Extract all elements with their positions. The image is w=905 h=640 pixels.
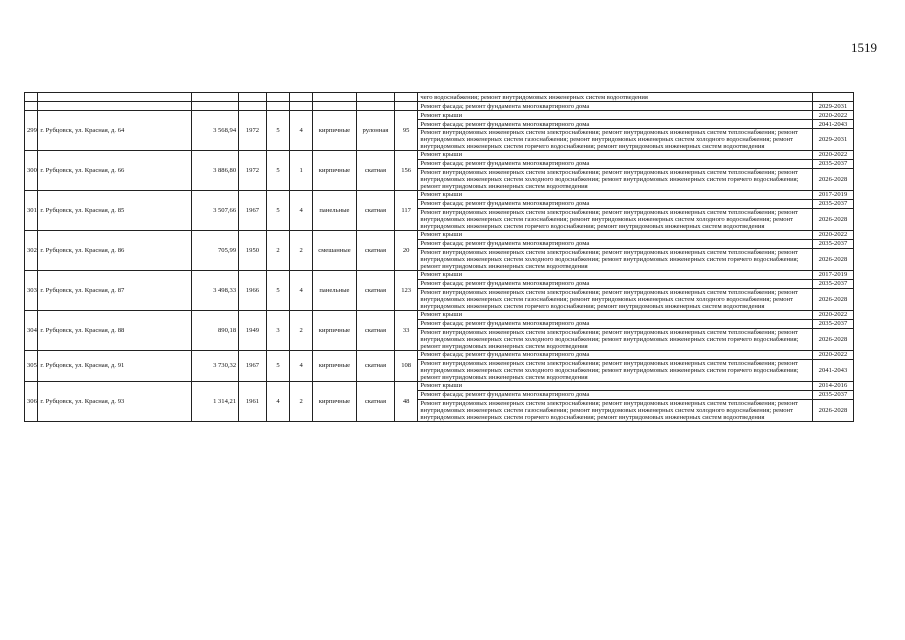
work-period: [812, 93, 853, 102]
wall-material: смешанные: [312, 230, 356, 270]
table-row: [25, 102, 854, 111]
entrance-count: 4: [290, 270, 313, 310]
work-description: Ремонт фасада; ремонт фундамента многоквартирного дома: [418, 279, 813, 288]
row-number: 300: [25, 150, 38, 190]
row-number: 302: [25, 230, 38, 270]
repair-schedule-table: [24, 92, 854, 422]
work-period: 2041-2043: [812, 120, 853, 129]
roof-type: скатная: [356, 381, 394, 421]
house-area: 3 498,33: [192, 270, 239, 310]
table-body: [25, 93, 854, 422]
work-description: Ремонт внутридомовых инженерных систем электроснабжения; ремонт внутридомовых инженерных систем теплоснабжения; ремонт внутридомовых инженерных систем холодного водоснабжения; ремонт внутридомовых инженерных систем горячего водоснабжения; ремонт внутридомовых инженерных систем водоотведения: [418, 168, 813, 190]
house-address: г. Рубцовск, ул. Красная, д. 64: [38, 111, 192, 151]
floor-count: 5: [266, 270, 290, 310]
work-period: 2026-2028: [812, 168, 853, 190]
work-description: Ремонт крыши: [418, 111, 813, 120]
work-description: Ремонт крыши: [418, 381, 813, 390]
empty-cell: [266, 93, 290, 102]
work-period: 2035-2037: [812, 159, 853, 168]
wall-material: кирпичные: [312, 150, 356, 190]
house-area: 3 886,80: [192, 150, 239, 190]
wall-material: кирпичные: [312, 310, 356, 350]
empty-cell: [394, 93, 418, 102]
empty-cell: [25, 93, 38, 102]
house-area: 3 568,94: [192, 111, 239, 151]
entrance-count: 4: [290, 190, 313, 230]
work-period: 2041-2043: [812, 359, 853, 381]
work-period: 2017-2019: [812, 270, 853, 279]
row-number: 306: [25, 381, 38, 421]
roof-type: скатная: [356, 150, 394, 190]
empty-cell: [25, 102, 38, 111]
work-description: Ремонт фасада; ремонт фундамента многоквартирного дома: [418, 159, 813, 168]
work-description: Ремонт фасада; ремонт фундамента многоквартирного дома: [418, 239, 813, 248]
work-period: 2026-2028: [812, 328, 853, 350]
build-year: 1967: [239, 350, 267, 381]
table-row: [25, 310, 854, 319]
table-row: [25, 230, 854, 239]
floor-count: 3: [266, 310, 290, 350]
floor-count: 5: [266, 111, 290, 151]
wall-material: панельные: [312, 270, 356, 310]
house-area: 3 730,32: [192, 350, 239, 381]
row-number: 303: [25, 270, 38, 310]
work-description: Ремонт крыши: [418, 270, 813, 279]
entrance-count: 4: [290, 111, 313, 151]
house-area: 3 507,66: [192, 190, 239, 230]
table-row: [25, 93, 854, 102]
house-address: г. Рубцовск, ул. Красная, д. 85: [38, 190, 192, 230]
work-description: Ремонт крыши: [418, 190, 813, 199]
build-year: 1949: [239, 310, 267, 350]
entrance-count: 2: [290, 230, 313, 270]
wall-material: панельные: [312, 190, 356, 230]
house-area: 890,18: [192, 310, 239, 350]
work-period: 2026-2028: [812, 399, 853, 421]
build-year: 1967: [239, 190, 267, 230]
entrance-count: 2: [290, 310, 313, 350]
roof-type: скатная: [356, 230, 394, 270]
entrance-count: 2: [290, 381, 313, 421]
work-period: 2026-2028: [812, 248, 853, 270]
build-year: 1961: [239, 381, 267, 421]
work-description: Ремонт внутридомовых инженерных систем электроснабжения; ремонт внутридомовых инженерных систем теплоснабжения; ремонт внутридомовых инженерных систем холодного водоснабжения; ремонт внутридомовых инженерных систем горячего водоснабжения; ремонт внутридомовых инженерных систем водоотведения: [418, 328, 813, 350]
table-row: [25, 190, 854, 199]
empty-cell: [356, 102, 394, 111]
work-description: Ремонт внутридомовых инженерных систем электроснабжения; ремонт внутридомовых инженерных систем теплоснабжения; ремонт внутридомовых инженерных систем газоснабжения; ремонт внутридомовых инженерных систем холодного водоснабжения; ремонт внутридомовых инженерных систем горячего водоснабжения; ремонт внутридомовых инженерных систем водоотведения: [418, 208, 813, 230]
apartment-count: 123: [394, 270, 418, 310]
wall-material: кирпичные: [312, 381, 356, 421]
empty-cell: [290, 93, 313, 102]
work-description: Ремонт фасада; ремонт фундамента многоквартирного дома: [418, 390, 813, 399]
table-row: [25, 350, 854, 359]
work-description: Ремонт фасада; ремонт фундамента многоквартирного дома: [418, 120, 813, 129]
table-row: [25, 381, 854, 390]
work-period: 2026-2028: [812, 208, 853, 230]
empty-cell: [312, 102, 356, 111]
house-address: г. Рубцовск, ул. Красная, д. 88: [38, 310, 192, 350]
empty-cell: [38, 93, 192, 102]
empty-cell: [239, 102, 267, 111]
work-period: 2029-2031: [812, 129, 853, 151]
page-number: 1519: [851, 40, 877, 55]
work-period: 2035-2037: [812, 319, 853, 328]
work-period: 2026-2028: [812, 288, 853, 310]
work-description: Ремонт фасада; ремонт фундамента многоквартирного дома: [418, 350, 813, 359]
build-year: 1972: [239, 150, 267, 190]
floor-count: 4: [266, 381, 290, 421]
house-area: 705,99: [192, 230, 239, 270]
empty-cell: [290, 102, 313, 111]
work-period: 2020-2022: [812, 230, 853, 239]
work-period: 2035-2037: [812, 199, 853, 208]
apartment-count: 20: [394, 230, 418, 270]
entrance-count: 1: [290, 150, 313, 190]
entrance-count: 4: [290, 350, 313, 381]
apartment-count: 156: [394, 150, 418, 190]
work-period: 2035-2037: [812, 390, 853, 399]
floor-count: 5: [266, 150, 290, 190]
work-description: Ремонт внутридомовых инженерных систем электроснабжения; ремонт внутридомовых инженерных систем теплоснабжения; ремонт внутридомовых инженерных систем холодного водоснабжения; ремонт внутридомовых инженерных систем горячего водоснабжения; ремонт внутридомовых инженерных систем водоотведения: [418, 248, 813, 270]
work-period: 2029-2031: [812, 102, 853, 111]
work-period: 2035-2037: [812, 239, 853, 248]
house-address: г. Рубцовск, ул. Красная, д. 86: [38, 230, 192, 270]
work-period: 2020-2022: [812, 350, 853, 359]
empty-cell: [266, 102, 290, 111]
row-number: 305: [25, 350, 38, 381]
row-number: 301: [25, 190, 38, 230]
floor-count: 5: [266, 350, 290, 381]
build-year: 1972: [239, 111, 267, 151]
floor-count: 2: [266, 230, 290, 270]
work-period: 2020-2022: [812, 111, 853, 120]
floor-count: 5: [266, 190, 290, 230]
house-address: г. Рубцовск, ул. Красная, д. 91: [38, 350, 192, 381]
work-description: Ремонт фасада; ремонт фундамента многоквартирного дома: [418, 199, 813, 208]
work-description: Ремонт фасада; ремонт фундамента многоквартирного дома: [418, 319, 813, 328]
work-period: 2035-2037: [812, 279, 853, 288]
work-description: Ремонт внутридомовых инженерных систем электроснабжения; ремонт внутридомовых инженерных систем теплоснабжения; ремонт внутридомовых инженерных систем газоснабжения; ремонт внутридомовых инженерных систем холодного водоснабжения; ремонт внутридомовых инженерных систем горячего водоснабжения; ремонт внутридомовых инженерных систем водоотведения: [418, 288, 813, 310]
wall-material: кирпичные: [312, 111, 356, 151]
roof-type: скатная: [356, 350, 394, 381]
empty-cell: [192, 93, 239, 102]
empty-cell: [192, 102, 239, 111]
work-period: 2014-2016: [812, 381, 853, 390]
row-number: 304: [25, 310, 38, 350]
roof-type: скатная: [356, 270, 394, 310]
empty-cell: [356, 93, 394, 102]
work-description: Ремонт крыши: [418, 310, 813, 319]
work-description: Ремонт фасада; ремонт фундамента многоквартирного дома: [418, 102, 813, 111]
empty-cell: [394, 102, 418, 111]
empty-cell: [312, 93, 356, 102]
work-description: Ремонт крыши: [418, 230, 813, 239]
roof-type: скатная: [356, 190, 394, 230]
house-address: г. Рубцовск, ул. Красная, д. 87: [38, 270, 192, 310]
work-period: 2020-2022: [812, 310, 853, 319]
work-description: Ремонт внутридомовых инженерных систем электроснабжения; ремонт внутридомовых инженерных систем теплоснабжения; ремонт внутридомовых инженерных систем холодного водоснабжения; ремонт внутридомовых инженерных систем горячего водоснабжения; ремонт внутридомовых инженерных систем водоотведения: [418, 359, 813, 381]
apartment-count: 108: [394, 350, 418, 381]
apartment-count: 95: [394, 111, 418, 151]
work-period: 2017-2019: [812, 190, 853, 199]
roof-type: рулонная: [356, 111, 394, 151]
table-row: [25, 150, 854, 159]
work-description: Ремонт внутридомовых инженерных систем электроснабжения; ремонт внутридомовых инженерных систем теплоснабжения; ремонт внутридомовых инженерных систем газоснабжения; ремонт внутридомовых инженерных систем холодного водоснабжения; ремонт внутридомовых инженерных систем горячего водоснабжения; ремонт внутридомовых инженерных систем водоотведения: [418, 129, 813, 151]
apartment-count: 48: [394, 381, 418, 421]
table-row: [25, 270, 854, 279]
apartment-count: 117: [394, 190, 418, 230]
house-address: г. Рубцовск, ул. Красная, д. 66: [38, 150, 192, 190]
work-description: Ремонт крыши: [418, 150, 813, 159]
empty-cell: [239, 93, 267, 102]
build-year: 1950: [239, 230, 267, 270]
work-description: чего водоснабжения; ремонт внутридомовых инженерных систем водоотведения: [418, 93, 813, 102]
apartment-count: 33: [394, 310, 418, 350]
roof-type: скатная: [356, 310, 394, 350]
house-area: 1 314,21: [192, 381, 239, 421]
work-period: 2020-2022: [812, 150, 853, 159]
house-address: г. Рубцовск, ул. Красная, д. 93: [38, 381, 192, 421]
wall-material: кирпичные: [312, 350, 356, 381]
work-description: Ремонт внутридомовых инженерных систем электроснабжения; ремонт внутридомовых инженерных систем теплоснабжения; ремонт внутридомовых инженерных систем газоснабжения; ремонт внутридомовых инженерных систем холодного водоснабжения; ремонт внутридомовых инженерных систем горячего водоснабжения; ремонт внутридомовых инженерных систем водоотведения: [418, 399, 813, 421]
build-year: 1966: [239, 270, 267, 310]
row-number: 299: [25, 111, 38, 151]
table-row: [25, 111, 854, 120]
empty-cell: [38, 102, 192, 111]
